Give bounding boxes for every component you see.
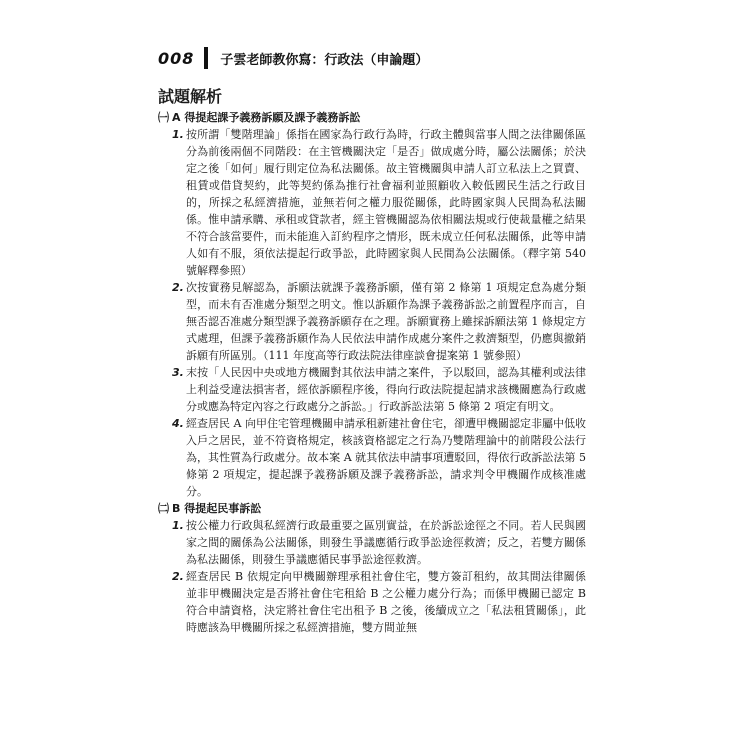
subsection-marker: ㈠	[158, 111, 169, 124]
list-item	[172, 279, 586, 364]
item-number: 1.	[172, 128, 184, 141]
main-content	[158, 86, 586, 636]
page-header	[158, 46, 428, 70]
item-number: 1.	[172, 519, 184, 532]
page-number: 008	[158, 48, 195, 68]
item-text: 次按實務見解認為，訴願法就課予義務訴願，僅有第 2 條第 1 項規定怠為處分類型，而未有否准處分類型之明文。惟以訴願作為課予義務訴訟之前置程序而言，自無否認否准處分類型課予義務訴願存在之理。訴願實務上雖採訴願法第 1 條規定方式處理，但課予義務訴願作為人民依法申請作成處分案件之救濟類型，仍應與撤銷訴願有所區別。（111 年度高等行政法院法律座談會提案第 1 號參照）	[186, 281, 586, 362]
list-item	[172, 126, 586, 279]
list-item	[172, 517, 586, 568]
list-item	[172, 415, 586, 500]
item-text: 按公權力行政與私經濟行政最重要之區別實益，在於訴訟途徑之不同。若人民與國家之間的關係為公法關係，則發生爭議應循行政爭訟途徑救濟；反之，若雙方關係為私法關係，則發生爭議應循民事爭訟途徑救濟。	[186, 519, 586, 566]
item-text: 按所謂「雙階理論」係指在國家為行政行為時，行政主體與當事人間之法律關係區分為前後兩個不同階段：在主管機關決定「是否」做成處分時，屬公法關係；於決定之後「如何」履行則定位為私法關係。故主管機關與申請人訂立私法上之買賣、租賃或借貸契約，此等契約係為推行社會福利並照顧收入較低國民生活之行政目的，所採之私經濟措施，並無若何之權力服從關係，此時國家與人民間為私法關係。惟申請承購、承租或貸款者，經主管機關認為依相關法規或行使裁量權之結果不符合該當要件，而未能進入訂約程序之情形，既未成立任何私法關係，此等申請人如有不服，須依法提起行政爭訟，此時國家與人民間為公法關係。（釋字第 540 號解釋參照）	[186, 128, 586, 277]
subsection-marker: ㈡	[158, 502, 169, 515]
list-item	[172, 568, 586, 636]
subsection-heading	[158, 500, 586, 517]
item-number: 2.	[172, 281, 184, 294]
item-text: 經查居民 B 依規定向甲機關辦理承租社會住宅，雙方簽訂租約，故其間法律關係並非甲機關決定是否將社會住宅租給 B 之公權力處分行為；而係甲機關已認定 B 符合申請資格，決定將社會住宅出租予 B 之後，後續成立之「私法租賃關係」，此時應該為甲機關所採之私經濟措施，雙方間並無	[186, 570, 586, 634]
list-item	[172, 364, 586, 415]
item-number: 2.	[172, 570, 184, 583]
item-text: 經查居民 A 向甲住宅管理機關申請承租新建社會住宅，卻遭甲機關認定非屬中低收入戶之居民，並不符資格規定，核該資格認定之行為乃雙階理論中的前階段公法行為，其性質為行政處分。故本案 A 就其依法申請事項遭駁回，得依行政訴訟法第 5 條第 2 項規定，提起課予義務訴願及課予義務訴訟，請求判令甲機關作成核准處分。	[186, 417, 586, 498]
header-divider	[204, 47, 208, 69]
section-title: 試題解析	[158, 87, 223, 106]
subsection-heading-text: A 得提起課予義務訴願及課予義務訴訟	[172, 111, 361, 124]
subsection-heading-text: B 得提起民事訴訟	[172, 502, 262, 515]
subsection-heading	[158, 109, 586, 126]
item-number: 3.	[172, 366, 184, 379]
running-title: 子雲老師教你寫：行政法（申論題）	[220, 52, 429, 68]
item-text: 末按「人民因中央或地方機關對其依法申請之案件，予以駁回，認為其權利或法律上利益受違法損害者，經依訴願程序後，得向行政法院提起請求該機關應為行政處分或應為特定內容之行政處分之訴訟。」行政訴訟法第 5 條第 2 項定有明文。	[186, 366, 586, 413]
item-number: 4.	[172, 417, 184, 430]
